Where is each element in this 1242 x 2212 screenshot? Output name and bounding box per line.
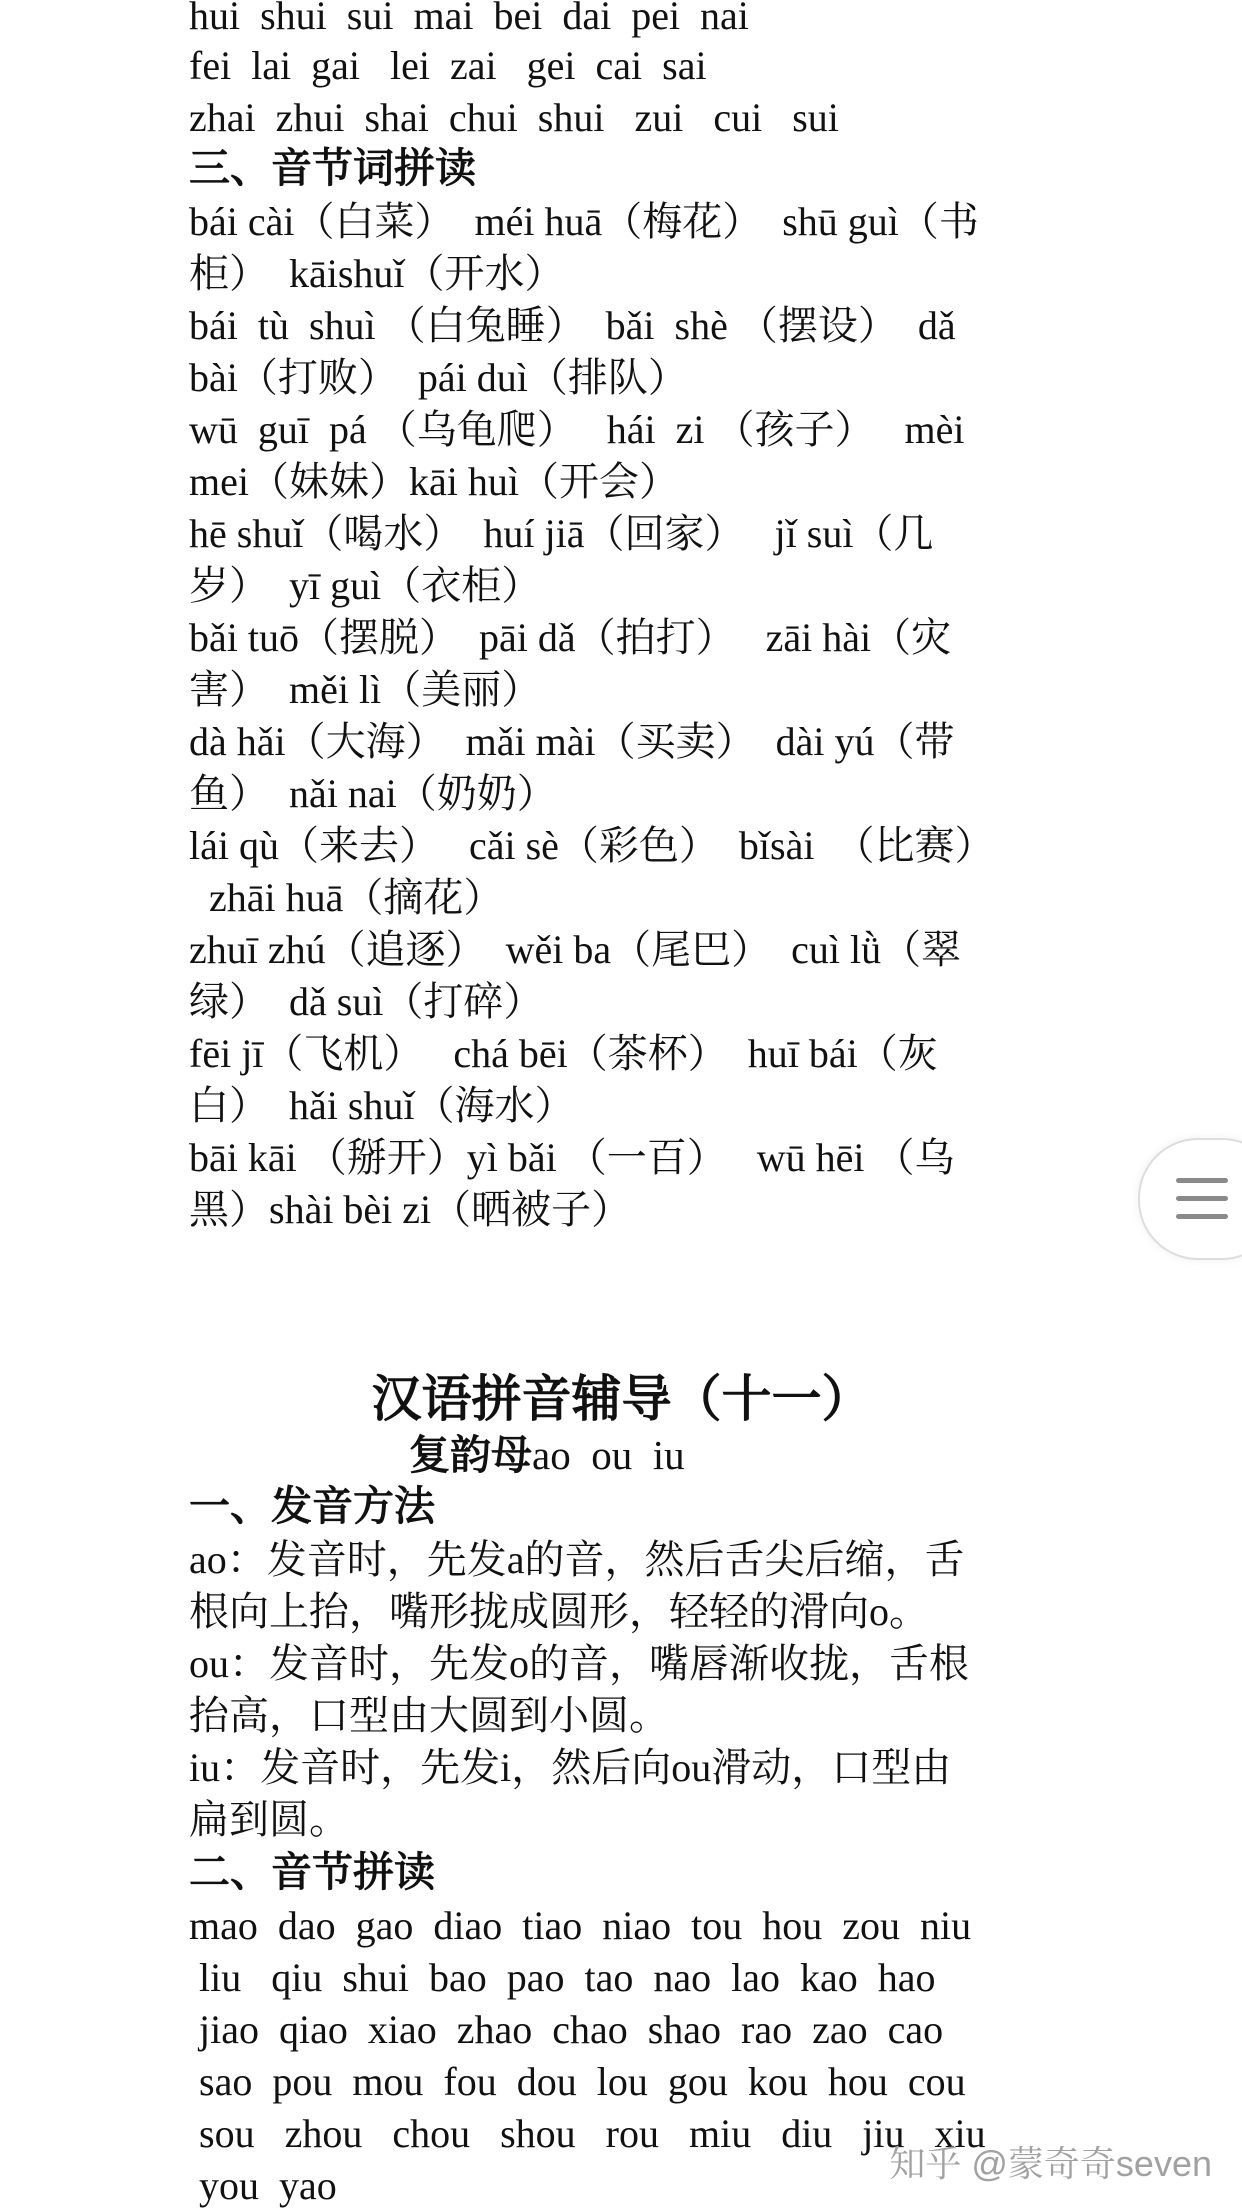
word-line: fēi jī（飞机） chá bēi（茶杯） huī bái（灰: [189, 1031, 938, 1076]
word-line: 柜） kāishuǐ（开水）: [189, 251, 565, 296]
word-line: hē shuǐ（喝水） huí jiā（回家） jǐ suì（几: [189, 511, 934, 556]
word-line: wū guī pá （乌龟爬） hái zi （孩子） mèi: [189, 407, 965, 452]
pronunciation-line: ao：发音时，先发a的音，然后舌尖后缩，舌: [189, 1537, 965, 1582]
word-line: zhuī zhú（追逐） wěi ba（尾巴） cuì lǜ（翠: [189, 927, 962, 972]
syllable-row: hui shui sui mai bei dai pei nai: [189, 0, 749, 38]
word-line: lái qù（来去） cǎi sè（彩色） bǐsài （比赛）: [189, 823, 995, 868]
word-line: 绿） dǎ suì（打碎）: [189, 979, 544, 1024]
syllable-line: sao pou mou fou dou lou gou kou hou cou: [189, 2059, 966, 2104]
word-line: 黑）shài bèi zi（晒被子）: [189, 1187, 632, 1232]
syllable-line: you yao: [189, 2163, 337, 2208]
section-heading-pronunciation: 一、发音方法: [189, 1483, 435, 1529]
syllable-line: sou zhou chou shou rou miu diu jiu xiu: [189, 2111, 986, 2156]
word-line: bāi kāi （掰开）yì bǎi （一百） wū hēi （乌: [189, 1135, 955, 1180]
pronunciation-line: ou：发音时，先发o的音，嘴唇渐收拢，舌根: [189, 1641, 969, 1686]
hamburger-menu-icon: [1176, 1178, 1228, 1220]
word-line: bǎi tuō（摆脱） pāi dǎ（拍打） zāi hài（灾: [189, 615, 952, 660]
word-line: dà hǎi（大海） mǎi mài（买卖） dài yú（带: [189, 719, 955, 764]
subtitle-bold: 复韵母: [409, 1432, 532, 1478]
word-line: 白） hǎi shuǐ（海水）: [189, 1083, 575, 1128]
subtitle-finals: ao ou iu: [532, 1432, 685, 1478]
section-heading-syllable-reading: 二、音节拼读: [189, 1849, 435, 1895]
pronunciation-line: iu：发音时，先发i，然后向ou滑动，口型由: [189, 1745, 952, 1790]
pronunciation-line: 根向上抬，嘴形拢成圆形，轻轻的滑向o。: [189, 1589, 929, 1634]
syllable-line: liu qiu shui bao pao tao nao lao kao hao: [189, 1955, 936, 2000]
word-line: bái tù shuì （白兔睡） bǎi shè （摆设） dǎ: [189, 303, 956, 348]
syllable-line: jiao qiao xiao zhao chao shao rao zao cao: [189, 2007, 944, 2052]
lesson-subtitle: [409, 1428, 685, 1482]
zhihu-watermark: 知乎 @蒙奇奇seven: [889, 2143, 1212, 2184]
floating-menu-button[interactable]: [1138, 1138, 1242, 1260]
word-line: zhāi huā（摘花）: [189, 875, 504, 920]
word-line: 害） měi lì（美丽）: [189, 667, 542, 712]
syllable-row: fei lai gai lei zai gei cai sai: [189, 43, 707, 88]
syllable-line: mao dao gao diao tiao niao tou hou zou niu: [189, 1903, 972, 1948]
section-heading-word-reading: 三、音节词拼读: [189, 145, 476, 191]
syllable-row: zhai zhui shai chui shui zui cui sui: [189, 95, 839, 140]
lesson-title: 汉语拼音辅导（十一）: [371, 1371, 872, 1427]
pronunciation-line: 扁到圆。: [189, 1797, 349, 1842]
word-line: bái cài（白菜） méi huā（梅花） shū guì（书: [189, 199, 979, 244]
word-line: 鱼） nǎi nai（奶奶）: [189, 771, 557, 816]
word-line: bài（打败） pái duì（排队）: [189, 355, 688, 400]
word-line: 岁） yī guì（衣柜）: [189, 563, 542, 608]
pronunciation-line: 抬高，口型由大圆到小圆。: [189, 1693, 669, 1738]
word-line: mei（妹妹）kāi huì（开会）: [189, 459, 679, 504]
